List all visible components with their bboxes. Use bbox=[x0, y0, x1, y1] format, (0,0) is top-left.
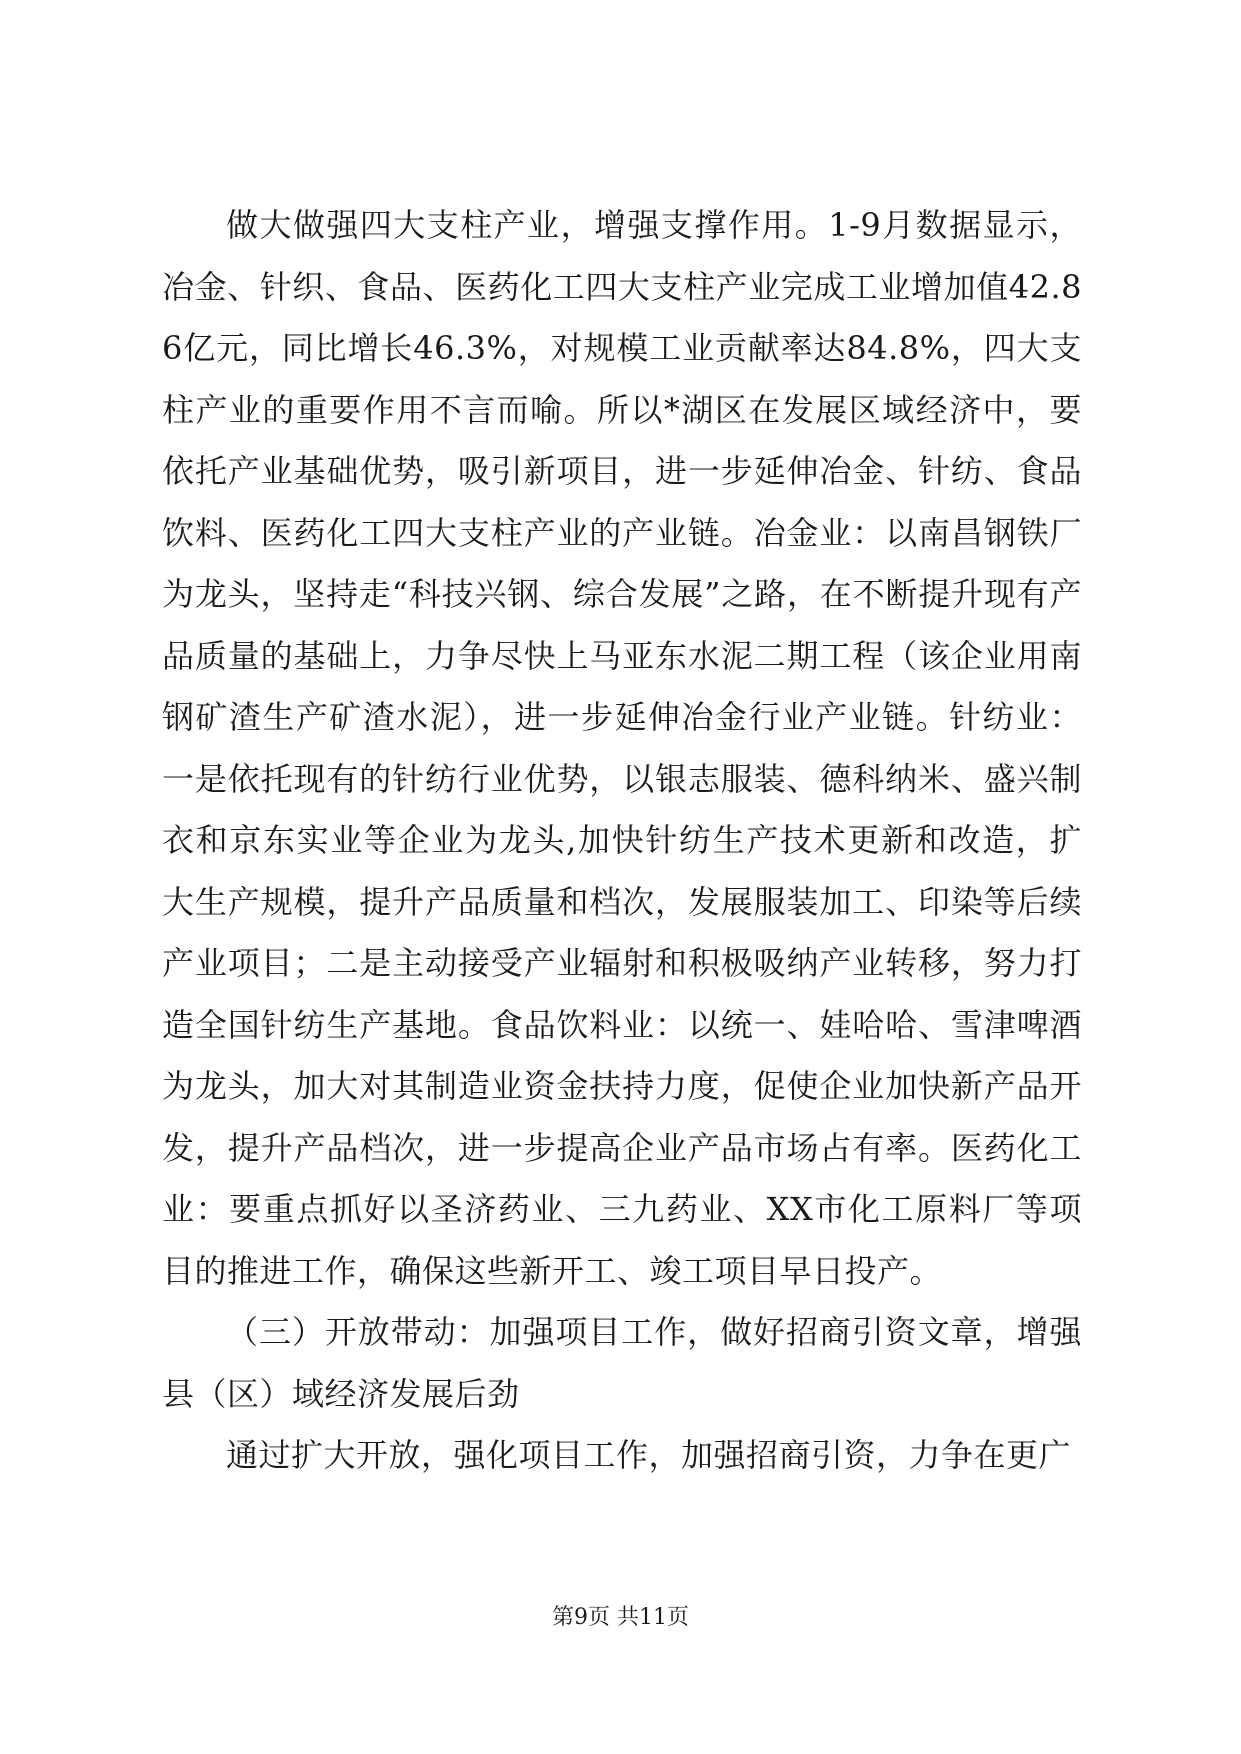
paragraph-expand-opening: 通过扩大开放，强化项目工作，加强招商引资，力争在更广 bbox=[226, 1436, 1072, 1474]
page-footer: 第9页 共11页 bbox=[552, 1605, 689, 1630]
paragraph-pillar-industries: 做大做强四大支柱产业，增强支撑作用。1-9月数据显示，冶金、针织、食品、医药化工四大支柱产业完成工业增加值42.86亿元，同比增长46.3%，对规模工业贡献率达84.8%，四大支柱产业的重要作用不言而喻。所以*湖区在发展区域经济中，要依托产业基础优势，吸引新项目，进一步延伸冶金、针纺、食品饮料、医药化工四大支柱产业的产业链。冶金业：以南昌钢铁厂为龙头，坚持走“科技兴钢、综合发展”之路，在不断提升现有产品质量的基础上，力争尽快上马亚东水泥二期工程（该企业用南钢矿渣生产矿渣水泥），进一步延伸冶金行业产业链。针纺业：一是依托现有的针纺行业优势，以银志服装、德科纳米、盛兴制衣和京东实业等企业为龙头,加快针纺生产技术更新和改造，扩大生产规模，提升产品质量和档次，发展服装加工、印染等后续产业项目；二是主动接受产业辐射和积极吸纳产业转移，努力打造全国针纺生产基地。食品饮料业：以统一、娃哈哈、雪津啤酒为龙头，加大对其制造业资金扶持力度，促使企业加快新产品开发，提升产品档次，进一步提高企业产品市场占有率。医药化工业：要重点抓好以圣济药业、三九药业、XX市化工原料厂等项目的推进工作，确保这些新开工、竣工项目早日投产。 bbox=[162, 206, 1082, 1290]
document-body bbox=[162, 195, 1082, 1487]
section-heading-opening-up: （三）开放带动：加强项目工作，做好招商引资文章，增强县（区）域经济发展后劲 bbox=[162, 1313, 1082, 1413]
